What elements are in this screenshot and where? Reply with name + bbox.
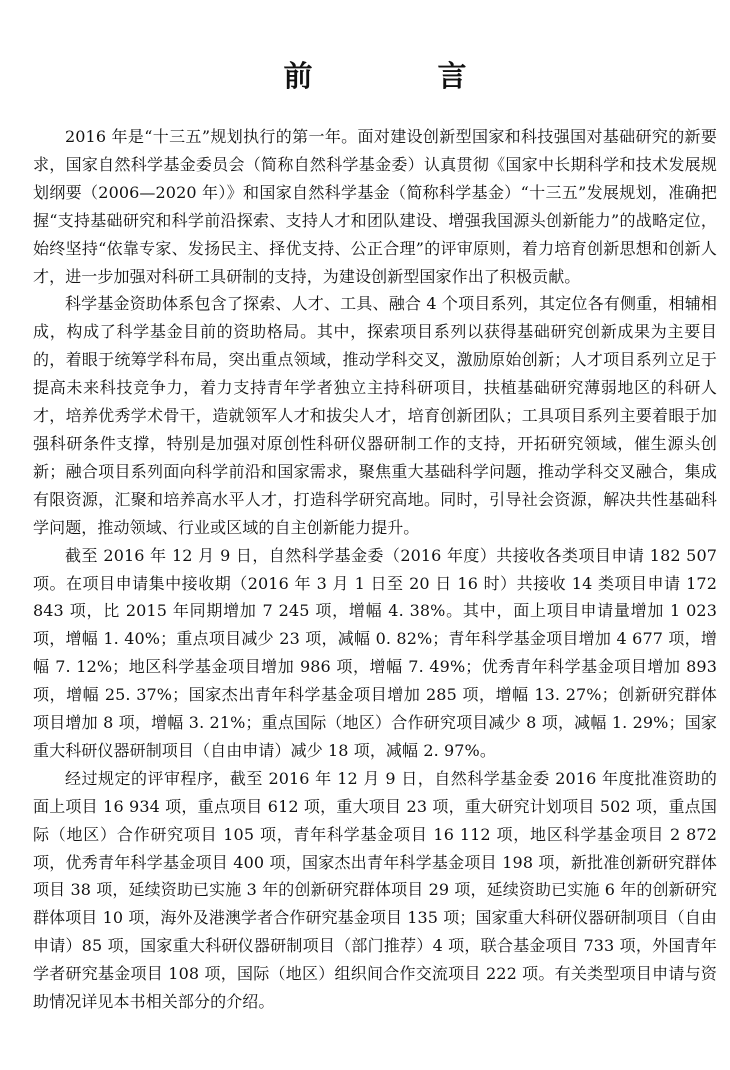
document-page (33, 56, 717, 1016)
paragraph-2: 科学基金资助体系包含了探索、人才、工具、融合 4 个项目系列，其定位各有侧重，相辅相成，构成了科学基金目前的资助格局。其中，探索项目系列以获得基础研究创新成果为主要目的，着眼于统筹学科布局，突出重点领域，推动学科交叉，激励原始创新；人才项目系列立足于提高未来科技竞争力，着力支持青年学者独立主持科研项目，扶植基础研究薄弱地区的科研人才，培养优秀学术骨干，造就领军人才和拔尖人才，培育创新团队；工具项目系列主要着眼于加强科研条件支撑，特别是加强对原创性科研仪器研制工作的支持，开拓研究领域，催生源头创新；融合项目系列面向科学前沿和国家需求，聚焦重大基础科学问题，推动学科交叉融合，集成有限资源，汇聚和培养高水平人才，打造科学研究高地。同时，引导社会资源，解决共性基础科学问题，推动领域、行业或区域的自主创新能力提升。 (33, 294, 717, 537)
paragraph-4: 经过规定的评审程序，截至 2016 年 12 月 9 日，自然科学基金委 2016 年度批准资助的面上项目 16 934 项，重点项目 612 项，重大项目 23 项，重大研究计划项目 502 项，重点国际（地区）合作研究项目 105 项，青年科学基金项目 16 112 项，地区科学基金项目 2 872 项，优秀青年科学基金项目 400 项，国家杰出青年科学基金项目 198 项，新批准创新研究群体项目 38 项，延续资助已实施 3 年的创新研究群体项目 29 项，延续资助已实施 6 年的创新研究群体项目 10 项，海外及港澳学者合作研究基金项目 135 项；国家重大科研仪器研制项目（自由申请）85 项，国家重大科研仪器研制项目（部门推荐）4 项，联合基金项目 733 项，外国青年学者研究基金项目 108 项，国际（地区）组织间合作交流项目 222 项。有关类型项目申请与资助情况详见本书相关部分的介绍。 (33, 768, 717, 1012)
paragraph-1: 2016 年是“十三五”规划执行的第一年。面对建设创新型国家和科技强国对基础研究的新要求，国家自然科学基金委员会（简称自然科学基金委）认真贯彻《国家中长期科学和技术发展规划纲要（2006—2020 年）》和国家自然科学基金（简称科学基金）“十三五”发展规划，准确把握“支持基础研究和科学前沿探索、支持人才和团队建设、增强我国源头创新能力”的战略定位，始终坚持“依靠专家、发扬民主、择优支持、公正合理”的评审原则，着力培育创新思想和创新人才，进一步加强对科研工具研制的支持，为建设创新型国家作出了积极贡献。 (33, 127, 717, 286)
page-title: 前 言 (283, 59, 515, 93)
paragraph-3: 截至 2016 年 12 月 9 日，自然科学基金委（2016 年度）共接收各类项目申请 182 507 项。在项目申请集中接收期（2016 年 3 月 1 日至 20 日 16 时）共接收 14 类项目申请 172 843 项，比 2015 年同期增加 7 245 项，增幅 4. 38%。其中，面上项目申请量增加 1 023 项，增幅 1. 40%；重点项目减少 23 项，减幅 0. 82%；青年科学基金项目增加 4 677 项，增幅 7. 12%；地区科学基金项目增加 986 项，增幅 7. 49%；优秀青年科学基金项目增加 893 项，增幅 25. 37%；国家杰出青年科学基金项目增加 285 项，增幅 13. 27%；创新研究群体项目增加 8 项，增幅 3. 21%；重点国际（地区）合作研究项目减少 8 项，减幅 1. 29%；国家重大科研仪器研制项目（自由申请）减少 18 项，减幅 2. 97%。 (33, 545, 717, 760)
